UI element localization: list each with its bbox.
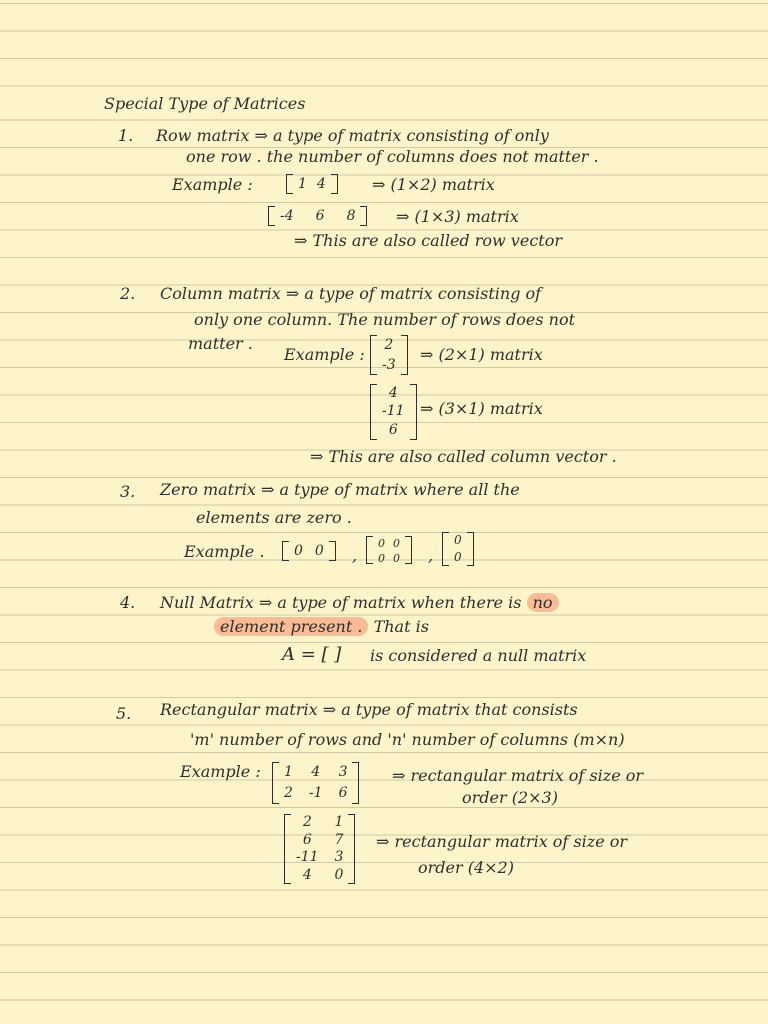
section-2-example-label: Example : bbox=[284, 345, 365, 364]
section-4-definition-line-1 bbox=[160, 593, 559, 613]
matrix-cell: 6 bbox=[338, 785, 348, 801]
matrix-cell: 8 bbox=[346, 207, 356, 224]
section-2-note: ⇒ This are also called column vector . bbox=[310, 447, 617, 466]
section-4-number: 4. bbox=[120, 593, 136, 612]
section-5-example-2-result-line-2: order (4×2) bbox=[418, 858, 514, 877]
column-matrix-3x1 bbox=[370, 384, 417, 440]
matrix-cell: 6 bbox=[315, 207, 325, 224]
matrix-cell: -11 bbox=[296, 849, 319, 866]
matrix-cell: -1 bbox=[308, 785, 323, 801]
section-1-definition-line-2: one row . the number of columns does not matter . bbox=[186, 147, 599, 166]
section-5-definition-line-1: Rectangular matrix ⇒ a type of matrix that consists bbox=[160, 700, 578, 719]
section-2-example-1-result: ⇒ (2×1) matrix bbox=[420, 345, 543, 364]
section-4-conclusion: is considered a null matrix bbox=[370, 646, 587, 665]
matrix-cell: 6 bbox=[388, 422, 398, 439]
section-5-example-label: Example : bbox=[180, 762, 261, 781]
zero-matrix-1x2 bbox=[282, 541, 336, 561]
section-2-definition-line-1: Column matrix ⇒ a type of matrix consisting of bbox=[160, 284, 542, 303]
matrix-cell: 4 bbox=[316, 175, 326, 192]
section-2-definition-line-3: matter . bbox=[188, 334, 253, 353]
matrix-cell: 4 bbox=[388, 384, 398, 401]
column-matrix-2x1 bbox=[370, 335, 408, 375]
matrix-cell: 3 bbox=[334, 849, 344, 866]
section-1-example-label: Example : bbox=[172, 175, 253, 194]
matrix-cell: 0 bbox=[334, 866, 344, 883]
matrix-cell: 7 bbox=[334, 831, 344, 848]
section-3-definition-line-1: Zero matrix ⇒ a type of matrix where all the bbox=[160, 480, 520, 499]
row-matrix-1x2 bbox=[286, 174, 338, 194]
matrix-cell: 2 bbox=[384, 336, 394, 353]
matrix-cell: 0 bbox=[378, 537, 385, 550]
matrix-cell: 0 bbox=[378, 552, 385, 565]
matrix-cell: 4 bbox=[311, 764, 321, 780]
matrix-cell: -4 bbox=[280, 207, 294, 224]
matrix-cell: 1 bbox=[334, 814, 344, 831]
section-2-number: 2. bbox=[120, 284, 136, 303]
matrix-cell: 0 bbox=[314, 542, 324, 559]
section-2-definition-line-2: only one column. The number of rows does not bbox=[194, 310, 576, 329]
rectangular-matrix-2x3 bbox=[272, 762, 359, 804]
rectangular-matrix-4x2 bbox=[284, 814, 355, 884]
page-title: Special Type of Matrices bbox=[104, 94, 306, 113]
matrix-cell: 0 bbox=[454, 533, 462, 547]
section-4-definition-line-2 bbox=[214, 617, 429, 637]
section-4-definition-text: Null Matrix ⇒ a type of matrix when there is bbox=[160, 593, 522, 612]
section-5-example-1-result-line-1: ⇒ rectangular matrix of size or bbox=[392, 766, 644, 785]
section-4-definition-text: That is bbox=[373, 617, 429, 636]
section-3-example-label: Example . bbox=[184, 542, 265, 561]
section-1-definition-line-1: Row matrix ⇒ a type of matrix consisting of only bbox=[156, 126, 549, 145]
section-5-example-2-result-line-1: ⇒ rectangular matrix of size or bbox=[376, 832, 628, 851]
section-5-number: 5. bbox=[116, 704, 132, 723]
section-3-number: 3. bbox=[120, 482, 136, 501]
matrix-cell: 6 bbox=[302, 831, 312, 848]
matrix-cell: 0 bbox=[454, 550, 462, 564]
zero-matrix-2x1 bbox=[442, 532, 474, 566]
matrix-cell: -3 bbox=[382, 356, 396, 373]
matrix-cell: -11 bbox=[382, 403, 405, 420]
matrix-cell: 0 bbox=[393, 552, 400, 565]
matrix-cell: 2 bbox=[302, 814, 312, 831]
matrix-cell: 2 bbox=[284, 785, 293, 801]
matrix-cell: 1 bbox=[298, 175, 307, 192]
comma: , bbox=[352, 546, 358, 565]
matrix-cell: 4 bbox=[302, 866, 312, 883]
matrix-cell: 3 bbox=[338, 764, 348, 780]
section-1-note: ⇒ This are also called row vector bbox=[294, 231, 562, 250]
section-1-example-2-result: ⇒ (1×3) matrix bbox=[396, 207, 519, 226]
section-1-number: 1. bbox=[118, 126, 134, 145]
matrix-cell: 1 bbox=[284, 764, 293, 780]
section-5-definition-line-2: 'm' number of rows and 'n' number of columns (m×n) bbox=[190, 730, 625, 749]
section-1-example-1-result: ⇒ (1×2) matrix bbox=[372, 175, 495, 194]
null-matrix-equation: A = [ ] bbox=[282, 644, 342, 665]
comma: , bbox=[428, 546, 434, 565]
matrix-cell: 0 bbox=[393, 537, 400, 550]
highlighted-text: element present . bbox=[214, 617, 368, 636]
section-2-example-2-result: ⇒ (3×1) matrix bbox=[420, 399, 543, 418]
section-5-example-1-result-line-2: order (2×3) bbox=[462, 788, 558, 807]
section-3-definition-line-2: elements are zero . bbox=[196, 508, 352, 527]
row-matrix-1x3 bbox=[268, 206, 367, 226]
highlighted-text: no bbox=[527, 593, 559, 612]
zero-matrix-2x2 bbox=[366, 536, 412, 564]
matrix-cell: 0 bbox=[294, 542, 303, 559]
